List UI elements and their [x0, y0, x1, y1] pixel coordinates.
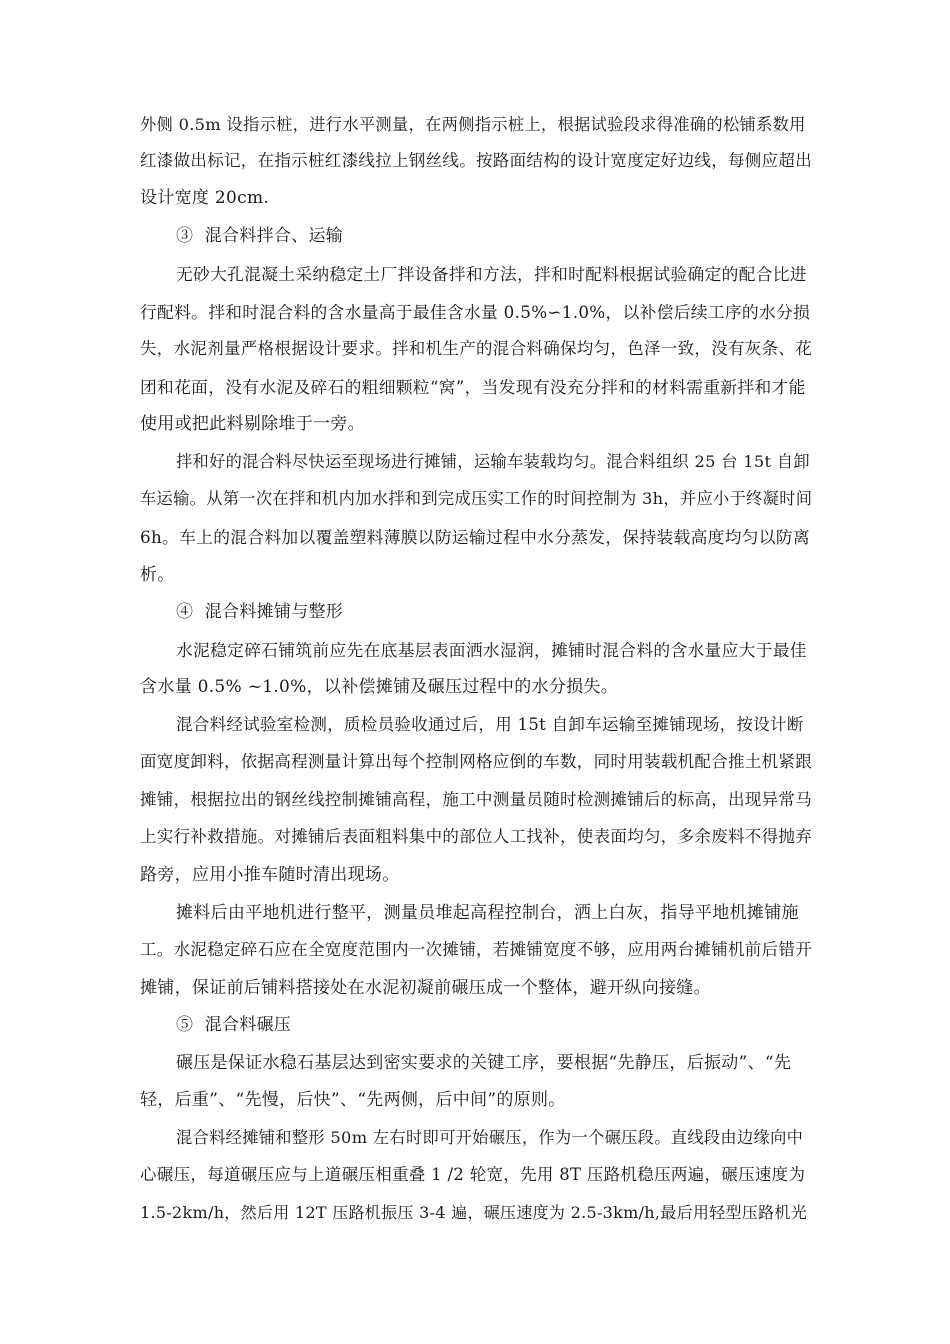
text-line: 心碾压，每道碾压应与上道碾压相重叠 1 /2 轮宽，先用 8T 压路机稳压两遍，碾压速度为	[140, 1165, 806, 1184]
text-line: 外侧 0.5m 设指示桩，进行水平测量，在两侧指示桩上，根据试验段求得准确的松铺系数用	[140, 115, 806, 134]
text-line: 路旁，应用小推车随时清出现场。	[140, 865, 400, 885]
text-line: 摊料后由平地机进行整平，测量员堆起高程控制台，洒上白灰，指导平地机摊铺施	[176, 903, 799, 923]
text-line: 团和花面，没有水泥及碎石的粗细颗粒“窝”，当发现有没充分拌和的材料需重新拌和才能	[140, 377, 806, 397]
section-heading-5: ⑤ 混合料碾压	[176, 1015, 292, 1035]
section-heading-4: ④ 混合料摊铺与整形	[176, 602, 344, 622]
text-line: 摊铺，保证前后铺料搭接处在水泥初凝前碾压成一个整体，避开纵向接缝。	[140, 978, 711, 998]
text-line: 面宽度卸料，依据高程测量计算出每个控制网格应倒的车数，同时用装载机配合推土机紧跟	[140, 752, 812, 771]
text-line: 混合料经试验室检测，质检员验收通过后，用 15t 自卸车运输至摊铺现场，按设计断	[176, 715, 804, 734]
text-line: 水泥稳定碎石铺筑前应先在底基层表面洒水湿润，摊铺时混合料的含水量应大于最佳	[176, 640, 807, 660]
text-line: 红漆做出标记，在指示桩红漆线拉上钢丝线。按路面结构的设计宽度定好边线，每侧应超出	[140, 151, 812, 170]
text-line: 拌和好的混合料尽快运至现场进行摊铺，运输车装载均匀。混合料组织 25 台 15t 自卸	[176, 452, 810, 471]
text-line: 轻，后重”、“先慢，后快”、“先两侧，后中间”的原则。	[140, 1090, 566, 1110]
text-line: 行配料。拌和时混合料的含水量高于最佳含水量 0.5%∽1.0%，以补偿后续工序的水分损	[140, 302, 811, 322]
text-line: 含水量 0.5% ~1.0%，以补偿摊铺及碾压过程中的水分损失。	[140, 677, 619, 697]
text-line: 6h。车上的混合料加以覆盖塑料薄膜以防运输过程中水分蒸发，保持装载高度均匀以防离	[140, 527, 810, 547]
text-line: 使用或把此料剔除堆于一旁。	[140, 414, 365, 434]
section-heading-3: ③ 混合料拌合、运输	[176, 226, 344, 246]
text-line: 工。水泥稳定碎石应在全宽度范围内一次摊铺，若摊铺宽度不够，应用两台摊铺机前后错开	[140, 940, 812, 959]
text-line: 上实行补救措施。对摊铺后表面粗料集中的部位人工找补，使表面均匀，多余废料不得抛弃	[140, 827, 812, 846]
text-line: 无砂大孔混凝土采纳稳定土厂拌设备拌和方法，拌和时配料根据试验确定的配合比进	[176, 264, 807, 284]
text-line: 设计宽度 20cm.	[140, 188, 270, 208]
text-line: 碾压是保证水稳石基层达到密实要求的关键工序，要根据“先静压，后振动”、“先	[176, 1053, 792, 1073]
text-line: 混合料经摊铺和整形 50m 左右时即可开始碾压，作为一个碾压段。直线段由边缘向中	[176, 1128, 804, 1147]
text-line: 失，水泥剂量严格根据设计要求。拌和机生产的混合料确保均匀，色泽一致，没有灰条、花	[140, 339, 812, 358]
text-line: 1.5-2km/h，然后用 12T 压路机振压 3-4 遍，碾压速度为 2.5-3km/h,最后用轻型压路机光	[140, 1203, 808, 1222]
text-line: 析。	[140, 565, 175, 585]
text-line: 摊铺，根据拉出的钢丝线控制摊铺高程，施工中测量员随时检测摊铺后的标高，出现异常马	[140, 790, 812, 809]
text-line: 车运输。从第一次在拌和机内加水拌和到完成压实工作的时间控制为 3h，并应小于终凝时间	[140, 489, 813, 508]
